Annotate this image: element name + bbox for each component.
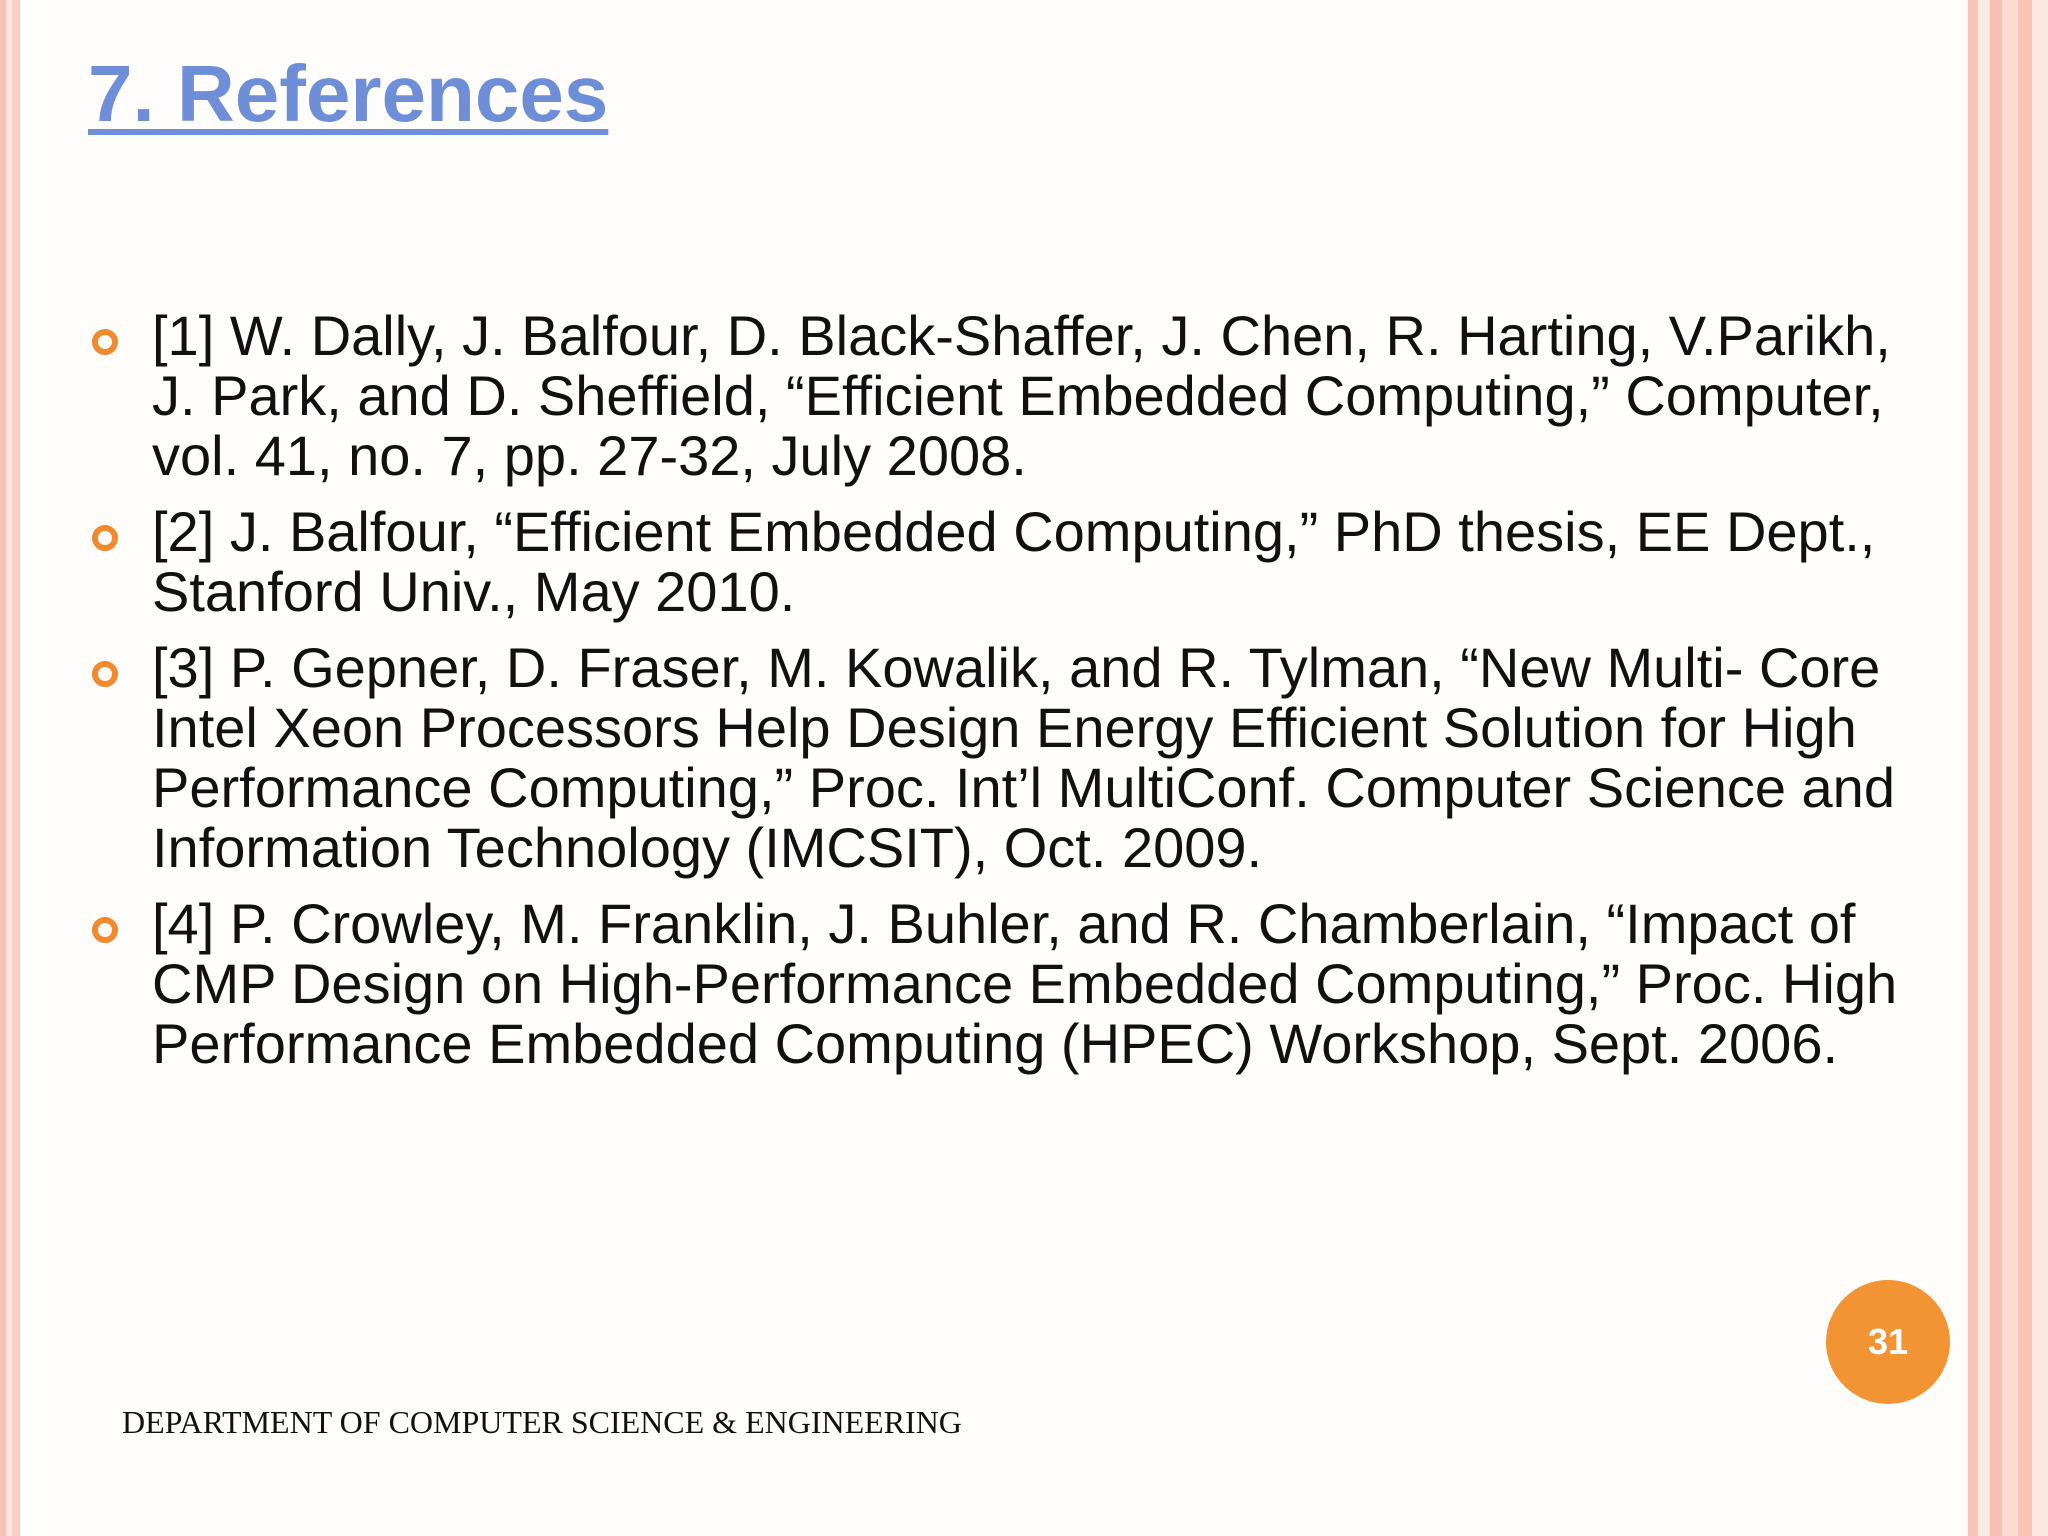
reference-item (88, 894, 1908, 1074)
reference-item (88, 502, 1908, 622)
department-footer: DEPARTMENT OF COMPUTER SCIENCE & ENGINEERING (122, 1404, 962, 1440)
references-list (88, 306, 1908, 1090)
reference-text: [1] W. Dally, J. Balfour, D. Black-Shaffer, J. Chen, R. Harting, V.Parikh, J. Park, and D. Sheffield, “Efficient Embedded Computing,” Computer, vol. 41, no. 7, pp. 27-32, July 2008. (152, 304, 1891, 487)
circle-bullet-icon (92, 661, 118, 687)
reference-text: [3] P. Gepner, D. Fraser, M. Kowalik, and R. Tylman, “New Multi- Core Intel Xeon Processors Help Design Energy Efficient Solution for High Performance Computing,” Proc. Int’l MultiConf. Computer Science and Information Technology (IMCSIT), Oct. 2009. (152, 636, 1895, 879)
left-border-decoration (0, 0, 20, 1536)
page-number: 31 (1867, 1321, 1909, 1362)
page-number-badge (1826, 1280, 1950, 1404)
reference-item (88, 638, 1908, 878)
slide-title: 7. References (88, 49, 609, 138)
reference-text: [4] P. Crowley, M. Franklin, J. Buhler, and R. Chamberlain, “Impact of CMP Design on High-Performance Embedded Computing,” Proc. High Performance Embedded Computing (HPEC) Workshop, Sept. 2006. (152, 892, 1898, 1075)
right-border-decoration (1966, 0, 2048, 1536)
reference-text: [2] J. Balfour, “Efficient Embedded Computing,” PhD thesis, EE Dept., Stanford Univ., May 2010. (152, 500, 1876, 623)
reference-item (88, 306, 1908, 486)
circle-bullet-icon (92, 525, 118, 551)
circle-bullet-icon (92, 329, 118, 355)
circle-bullet-icon (92, 917, 118, 943)
